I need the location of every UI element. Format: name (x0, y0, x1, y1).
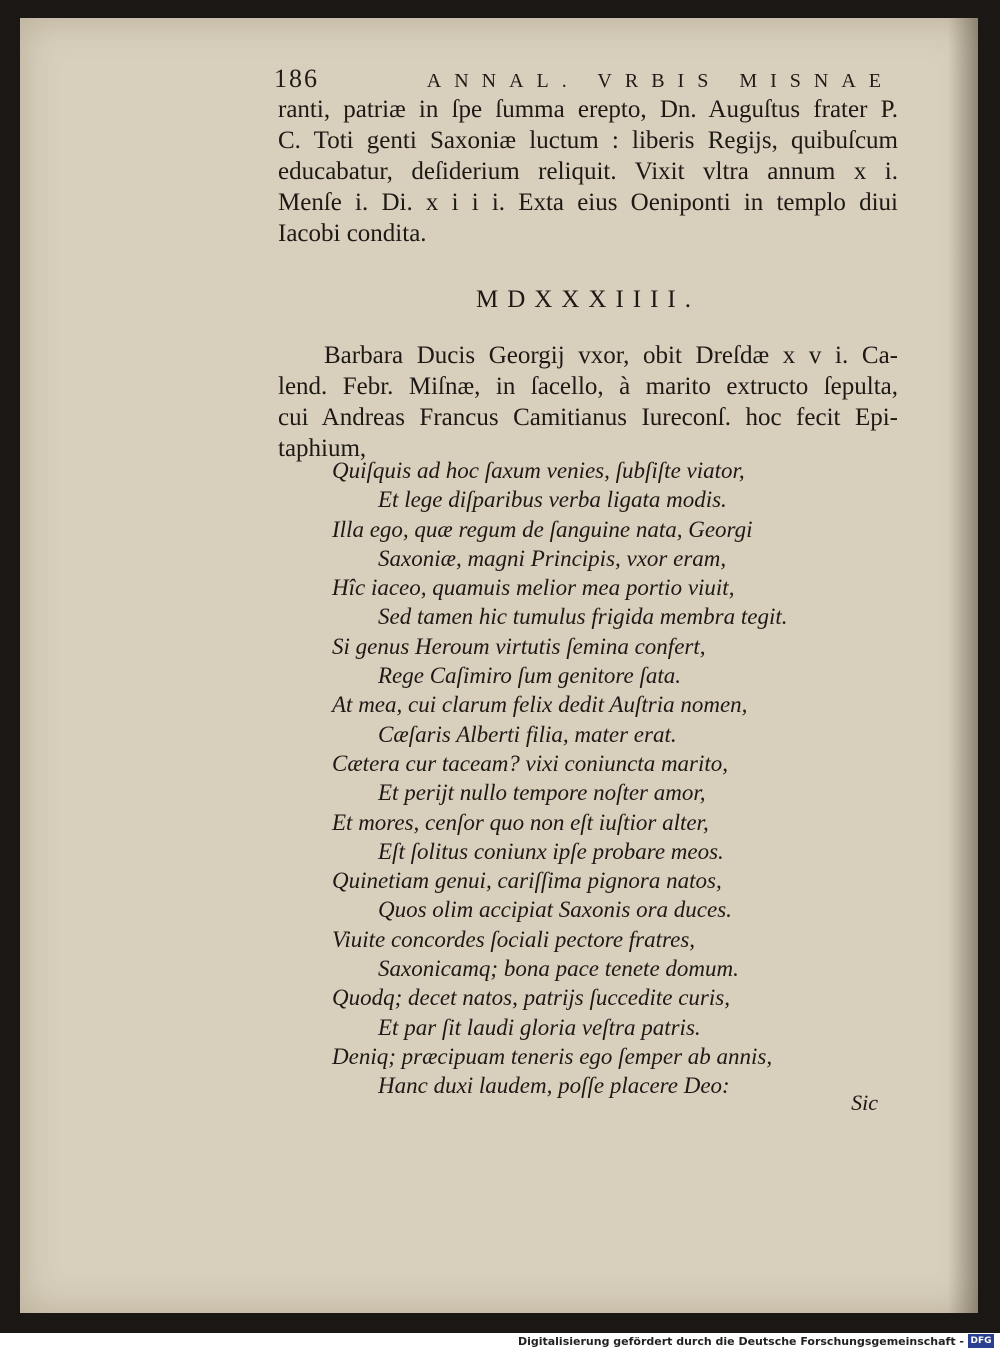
verse-line: Cæſaris Alberti filia, mater erat. (378, 721, 677, 747)
verse-line: Et mores, cenſor quo non eſt iuſtior alter, (332, 809, 709, 835)
year-heading: MDXXXIIII. (476, 286, 700, 313)
verse-line: Quinetiam genui, cariſſima pignora natos, (332, 868, 722, 894)
verse-line: Quos olim accipiat Saxonis ora duces. (378, 897, 732, 923)
text-line: taphium, (278, 435, 367, 462)
verse-line: Hîc iaceo, quamuis melior mea portio viuit, (332, 575, 735, 601)
continuation-paragraph (278, 94, 898, 249)
verse-line: Illa ego, quæ regum de ſanguine nata, Georgi (332, 516, 753, 542)
verse-line: Deniq; præcipuam teneris ego ſemper ab annis, (332, 1043, 773, 1069)
verse-line: Viuite concordes ſociali pectore fratres, (332, 926, 696, 952)
verse-line: Et perijt nullo tempore noſter amor, (378, 780, 706, 806)
dfg-logo-icon[interactable]: DFG (968, 1334, 994, 1348)
verse-line: Et lege diſparibus verba ligata modis. (378, 487, 727, 513)
verse-line: Sed tamen hic tumulus frigida membra tegit. (378, 604, 788, 630)
text-line: ranti, patriæ in ſpe ſumma erepto, Dn. Auguſtus frater P. (278, 96, 898, 123)
text-line: lend. Febr. Miſnæ, in ſacello, à marito extructo ſepulta, (278, 373, 898, 400)
verse-line: Si genus Heroum virtutis ſemina confert, (332, 633, 706, 659)
verse-line: Quodq; decet natos, patrijs ſuccedite curis, (332, 985, 730, 1011)
text-line: educabatur, deſiderium reliquit. Vixit vltra annum x i. (278, 158, 898, 185)
text-line: cui Andreas Francus Camitianus Iureconſ. hoc fecit Epi- (278, 404, 898, 431)
verse-line: Quiſquis ad hoc ſaxum venies, ſubſiſte viator, (332, 458, 745, 483)
entry-paragraph (278, 340, 898, 464)
epitaph-verse (332, 456, 932, 1101)
verse-line: Rege Caſimiro ſum genitore ſata. (378, 663, 682, 689)
text-line: Menſe i. Di. x i i i. Exta eius Oeniponti in templo diui (278, 189, 898, 216)
footer-bar (0, 1333, 1000, 1351)
text-line: Barbara Ducis Georgij vxor, obit Dreſdæ x v i. Ca- (324, 342, 898, 369)
verse-line: Et par ſit laudi gloria veſtra patris. (378, 1014, 701, 1040)
funding-credit: Digitalisierung gefördert durch die Deutsche Forschungsgemeinschaft - (517, 1335, 964, 1348)
catchword: Sic (851, 1090, 878, 1115)
verse-line: Cætera cur taceam? vixi coniuncta marito, (332, 750, 729, 776)
verse-line: Saxonicamq; bona pace tenete domum. (378, 956, 739, 982)
verse-line: Eſt ſolitus coniunx ipſe probare meos. (378, 838, 724, 864)
book-page (20, 18, 978, 1313)
verse-line: At mea, cui clarum felix dedit Auſtria nomen, (332, 692, 748, 718)
text-line: C. Toti genti Saxoniæ luctum : liberis Regijs, quibuſcum (278, 127, 898, 154)
running-title: ANNAL. VRBIS MISNAE (426, 70, 894, 92)
text-line: Iacobi condita. (278, 220, 427, 247)
verse-line: Saxoniæ, magni Principis, vxor eram, (378, 545, 727, 571)
verse-line: Hanc duxi laudem, poſſe placere Deo: (378, 1073, 730, 1099)
running-head (274, 64, 894, 94)
page-number: 186 (274, 64, 319, 93)
